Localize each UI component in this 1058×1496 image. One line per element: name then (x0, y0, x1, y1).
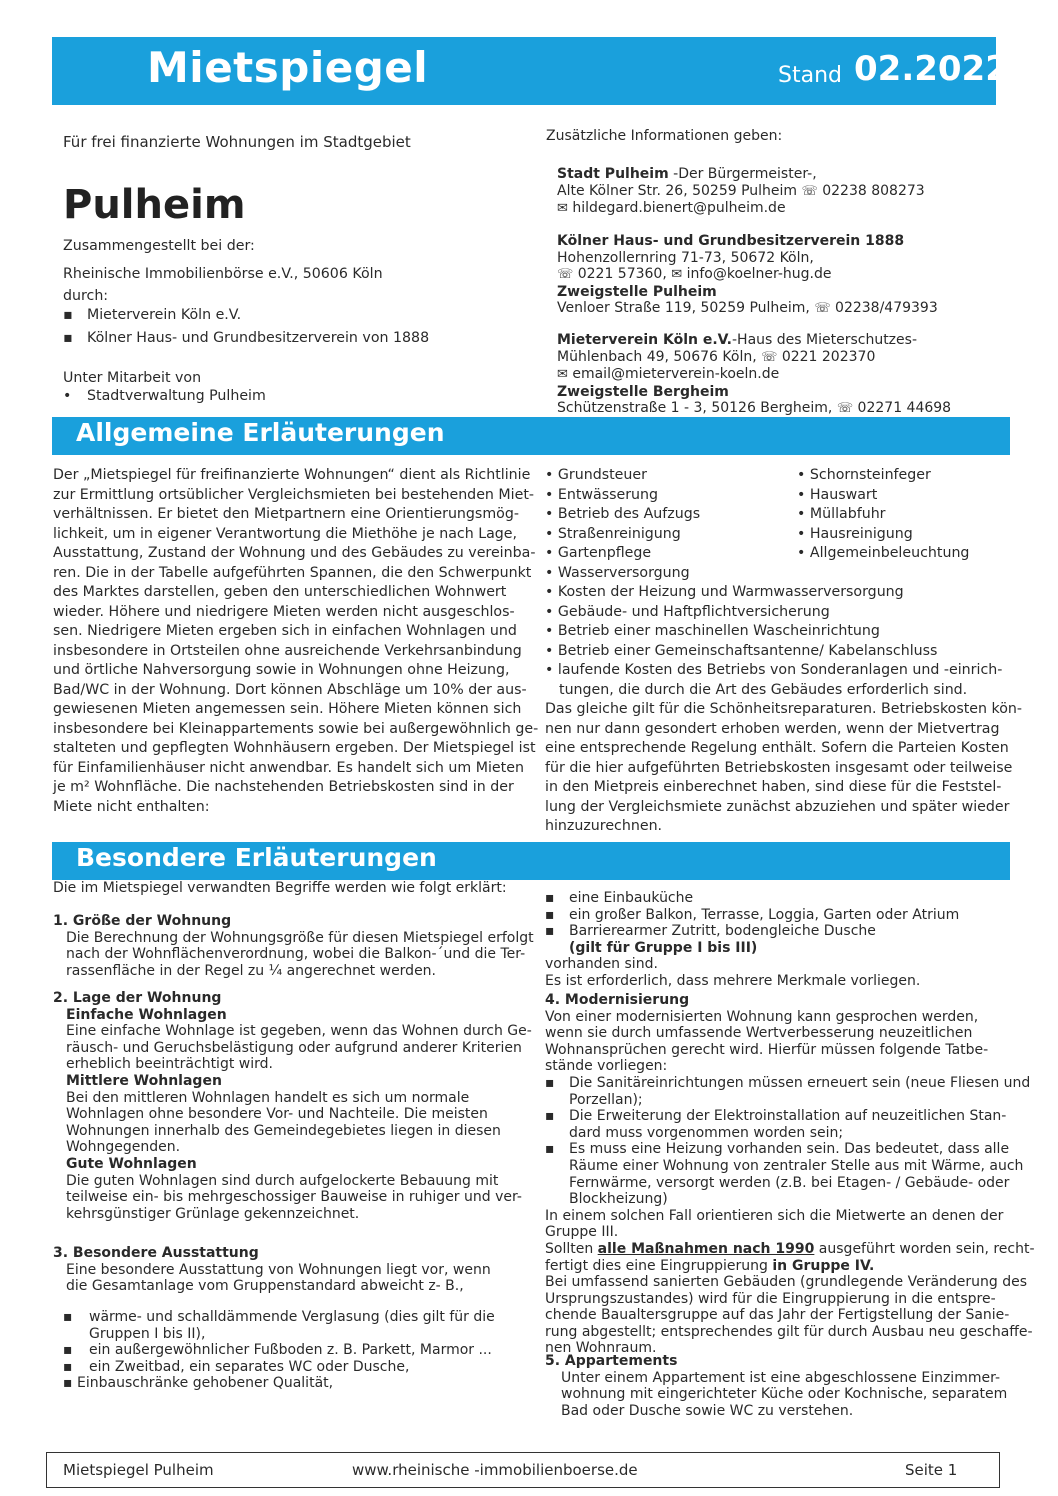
section-title: Allgemeine Erläuterungen (76, 418, 445, 447)
list-item: • Schornsteinfeger (797, 467, 931, 483)
mail-icon: ✉ (671, 267, 683, 283)
cost-list-col2 (797, 466, 969, 564)
list-item: • Grundsteuer (545, 467, 647, 483)
general-text: Der „Mietspiegel für freifinanzierte Wohnungen“ dient als Richtlinie zur Ermittlung ortsüblicher Vergleichsmieten bei bestehenden Miet- verhältnissen. Er bietet den Mietpartnern eine Orientierungsmög- lichkeit, um in eigener Verantwortung die Miethöhe je nach Lage, Ausstattung, Zustand der Wohnung und des Gebäudes zu vereinba- ren. Die in der Tabelle aufgeführten Spannen, die den Schwerpunkt des Marktes darstellen, geben den unterschiedlichen Wohnwert wieder. Höhere und niedrigere Mieten werden nicht ausgeschlos- sen. Niedrigere Mieten ergeben sich in einfachen Wohnlagen und insbesondere in Ortsteilen ohne ausreichende Verkehrsanbindung und örtliche Nahversorgung sowie in Wohnungen ohne Heizung, Bad/WC in der Wohnung. Dort können Abschläge um 10% der aus- gewiesenen Mieten angemessen sein. Höhere Mieten können sich insbesondere bei Kleinappartements sowie bei außergewöhnlich ge- stalteten und gepflegten Wohnhäusern ergeben. Der Mietspiegel ist für Einfamilienhäuser nicht anwendbar. Es handelt sich um Mieten je m² Wohnfläche. Die nachstehenden Betriebskosten sind in der Miete nicht enthalten: (53, 467, 539, 815)
list-item: • laufende Kosten des Betriebs von Sonderanlagen und -einrich- (545, 662, 1003, 678)
list-item: • Betrieb einer Gemeinschaftsantenne/ Kabelanschluss (545, 642, 938, 659)
equipment-list: ▪ wärme- und schalldämmende Verglasung (dies gilt für die Gruppen I bis II), ▪ ein außergewöhnlicher Fußboden z. B. Parkett, Marmor ... ▪ ein Zweitbad, ein separates WC oder Dusche, ▪ Einbauschränke gehobener Qualität, (63, 1309, 495, 1392)
list-item: • Hauswart (797, 486, 878, 503)
cooperation-item: • Stadtverwaltung Pulheim (63, 388, 266, 404)
special-intro: Die im Mietspiegel verwandten Begriffe werden wie folgt erklärt: (53, 880, 507, 896)
mail-icon: ✉ (557, 201, 568, 217)
list-item: ▪ Einbauschränke gehobener Qualität, (63, 1375, 334, 1392)
list-item: • Entwässerung (545, 486, 659, 503)
section-banner-allgemein (52, 417, 1010, 455)
list-item: • Gartenpflege (545, 545, 652, 561)
list-item: ▪ Barrierearmer Zutritt, bodengleiche Dusche (545, 923, 876, 940)
member-list-item: ▪ Mieterverein Köln e.V. (63, 307, 242, 323)
cost-list-col1: • Grundsteuer • Entwässerung • Betrieb des Aufzugs • Straßenreinigung • Gartenpflege • Wasserversorgung • Kosten der Heizung und Warmwasserversorgung • Gebäude- und Haftpflichtversicherung • Betrieb einer maschinellen Wascheinrichtung • Betrieb einer Gemeinschaftsantenne/ Kabelanschluss • laufende Kosten des Betriebs von Sonderanlagen und -einrich- tungen, die durch die Art des Gebäudes erforderlich sind. (545, 467, 1003, 698)
section-banner-besondere (52, 842, 1010, 880)
equipment-list-right: ▪ eine Einbauküche ▪ ein großer Balkon, Terrasse, Loggia, Garten oder Atrium ▪ Barrierearmer Zutritt, bodengleiche Dusche (gilt für Gruppe I bis III) vorhanden sind. Es ist erforderlich, dass mehrere Merkmale vorliegen. (545, 890, 960, 989)
list-item: • Kosten der Heizung und Warmwasserversorgung (545, 584, 904, 600)
through-label: durch: (63, 288, 109, 304)
list-item: ▪ wärme- und schalldämmende Verglasung (dies gilt für die (63, 1309, 495, 1325)
appartement-section: 5. Appartements Unter einem Appartement ist eine abgeschlossene Einzimmer- wohnung mit eingerichteter Küche oder Kochnische, separatem Bad oder Dusche sowie WC zu verstehen. (545, 1353, 1008, 1419)
cooperation-label: Unter Mitarbeit von (63, 370, 202, 386)
list-item: • Betrieb des Aufzugs (545, 506, 701, 522)
footer-website: www.rheinische -immobilienboerse.de (352, 1461, 638, 1479)
list-item: ▪ Die Erweiterung der Elektroinstallation auf neuzeitlichen Stan- (545, 1108, 1007, 1125)
org-name: Rheinische Immobilienbörse e.V., 50606 Köln (63, 266, 383, 282)
contact-stadt: Stadt Pulheim -Der Bürgermeister-, Alte Kölner Str. 26, 50259 Pulheim ☏ 02238 808273 ✉ hildegard.bienert@pulheim.de (557, 166, 925, 217)
list-item: ▪ Es muss eine Heizung vorhanden sein. Das bedeutet, dass alle (545, 1141, 1010, 1158)
footer-page-number: Seite 1 (905, 1461, 958, 1479)
phone-icon: ☏ (557, 267, 574, 283)
mail-icon: ✉ (557, 367, 568, 383)
size-section: 1. Größe der Wohnung Die Berechnung der Wohnungsgröße für diesen Mietspiegel erfolgt nach der Wohnflächenverordnung, wobei die Balkon-´und die Ter- rassenfläche in der Regel zu ¼ angerechnet werden. (53, 913, 534, 979)
list-item: • Straßenreinigung (545, 525, 681, 542)
equipment-section: 3. Besondere Ausstattung Eine besondere Ausstattung von Wohnungen liegt vor, wenn die Gesamtanlage vom Gruppenstandard abweicht z- B., (53, 1245, 491, 1295)
contact-hug: Kölner Haus- und Grundbesitzerverein 1888 Hohenzollernring 71-73, 50672 Köln, ☏ 0221 57360, ✉ info@koelner-hug.de Zweigstelle Pulheim Venloer Straße 119, 50259 Pulheim, ☏ 02238/479393 (557, 233, 938, 317)
stand-value: 02.2022 (854, 49, 1009, 89)
member-list-item: ▪ Kölner Haus- und Grundbesitzerverein von 1888 (63, 330, 430, 346)
section-title: Besondere Erläuterungen (76, 843, 437, 872)
intro-subtitle: Für frei finanzierte Wohnungen im Stadtgebiet (63, 133, 411, 151)
general-text-right: Das gleiche gilt für die Schönheitsreparaturen. Betriebskosten kön- nen nur dann gesondert erhoben werden, wenn der Mietvertrag eine entsprechende Regelung enthält. Sofern die Parteien Kosten für die hier aufgeführten Betriebskosten insgesamt oder teilweise in den Mietpreis einberechnet haben, sind diese für die Feststel- lung der Vergleichsmiete zunächst abzuziehen und später wieder hinzuzurechnen. (545, 701, 1023, 834)
phone-icon: ☏ (761, 349, 778, 365)
list-item: • Müllabfuhr (797, 506, 886, 522)
list-item: • Hausreinigung (797, 525, 913, 542)
modernization-section: 4. Modernisierung Von einer modernisierten Wohnung kann gesprochen werden, wenn sie durch umfassende Wertverbesserung neuzeitlichen Wohnansprüchen gerecht wird. Hierfür müssen folgende Tatbe- stände vorliegen: ▪ Die Sanitäreinrichtungen müssen erneuert sein (neue Fliesen und Porzellan); ▪ Die Erweiterung der Elektroinstallation auf neuzeitlichen Stan- dard muss vorgenommen worden sein; ▪ Es muss eine Heizung vorhanden sein. Das bedeutet, dass alle Räume einer Wohnung von zentraler Stelle aus mit Wärme, auch Fernwärme, versorgt werden (z.B. bei Etagen- / Gebäude- oder Blockheizung) In einem solchen Fall orientieren sich die Mietwerte an denen der Gruppe III. Sollten alle Maßnahmen nach 1990 ausgeführt worden sein, recht- fertigt dies eine Eingruppierung in Gruppe IV. Bei umfassend sanierten Gebäuden (grundlegende Veränderung des Ursprungszustandes) wird für die Eingruppierung in die entspre- chende Baualtersgruppe auf das Jahr der Fertigstellung der Sanie- rung abgestellt; entsprechendes gilt für durch Ausbau neu geschaffe- nen Wohnraum. (545, 992, 1035, 1357)
phone-icon: ☏ (814, 301, 831, 317)
list-item: • Betrieb einer maschinellen Wascheinrichtung (545, 623, 880, 639)
page-footer (46, 1452, 1000, 1488)
city-title: Pulheim (63, 182, 246, 228)
contacts-heading: Zusätzliche Informationen geben: (546, 128, 783, 144)
phone-icon: ☏ (801, 183, 818, 199)
page-title: Mietspiegel (147, 43, 429, 92)
list-item: • Gebäude- und Haftpflichtversicherung (545, 603, 830, 620)
list-item: ▪ Die Sanitäreinrichtungen müssen erneuert sein (neue Fliesen und (545, 1074, 1031, 1091)
list-item: ▪ ein Zweitbad, ein separates WC oder Dusche, (63, 1358, 410, 1375)
footer-title: Mietspiegel Pulheim (63, 1461, 214, 1479)
list-item: • Wasserversorgung (545, 564, 690, 581)
stand-label: Stand (778, 63, 842, 88)
list-item: • Allgemeinbeleuchtung (797, 545, 970, 561)
header-banner (52, 37, 1009, 105)
phone-icon: ☏ (836, 401, 854, 417)
contact-mieterverein: Mieterverein Köln e.V.-Haus des Mieterschutzes- Mühlenbach 49, 50676 Köln, ☏ 0221 202370 ✉ email@mieterverein-koeln.de Zweigstelle Bergheim Schützenstraße 1 - 3, 50126 Bergheim, ☏ 02271 44698 (557, 332, 952, 417)
list-item: ▪ eine Einbauküche (545, 890, 694, 906)
location-section: 2. Lage der Wohnung Einfache Wohnlagen Eine einfache Wohnlage ist gegeben, wenn das Wohnen durch Ge- räusch- und Geruchsbelästigung oder aufgrund anderer Kriterien erheblich beeinträchtigt wird. Mittlere Wohnlagen Bei den mittleren Wohnlagen handelt es sich um normale Wohnlagen ohne besondere Vor- und Nachteile. Die meisten Wohnungen innerhalb des Gemeindegebietes liegen in diesen Wohngegenden. Gute Wohnlagen Die guten Wohnlagen sind durch aufgelockerte Bebauung mit teilweise ein- bis mehrgeschossiger Bauweise in ruhiger und ver- kehrsgünstiger Grünlage gekennzeichnet. (53, 990, 532, 1222)
compiled-by: Zusammengestellt bei der: (63, 238, 255, 254)
list-item: ▪ ein großer Balkon, Terrasse, Loggia, Garten oder Atrium (545, 906, 960, 923)
list-item: ▪ ein außergewöhnlicher Fußboden z. B. Parkett, Marmor ... (63, 1342, 492, 1359)
